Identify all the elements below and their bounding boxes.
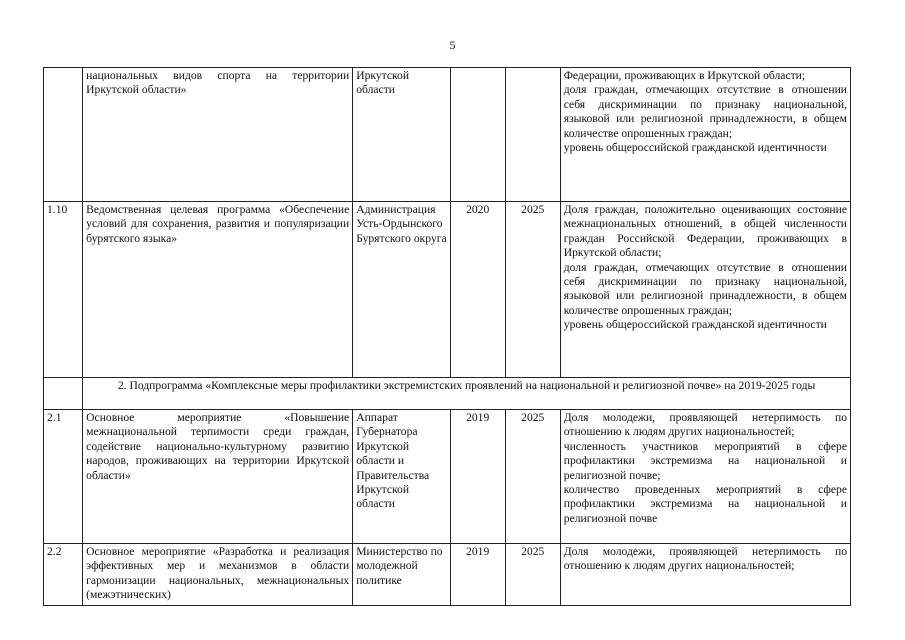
executor-cell: Аппарат Губернатора Иркутской области и Правительства Иркутской области — [353, 410, 450, 544]
table-row — [44, 68, 851, 202]
indicators-cell — [560, 410, 850, 544]
end-year-cell: 2025 — [505, 410, 560, 544]
end-year-cell: 2025 — [505, 202, 560, 378]
indicator-item: уровень общероссийской гражданской идентичности — [563, 141, 827, 155]
indicators-cell — [560, 544, 850, 606]
measure-name-cell: Основное мероприятие «Повышение межнациональной терпимости среди граждан, содействие национально-культурному развитию народов, проживающих на территории Иркутской области» — [83, 410, 353, 544]
row-number-cell: 1.10 — [44, 202, 83, 378]
indicator-item: уровень общероссийской гражданской идентичности — [563, 318, 827, 332]
subprogram-row — [44, 378, 851, 410]
indicator-item: численность участников мероприятий в сфере профилактики экстремизма на национальной и религиозной почве; — [563, 439, 847, 482]
executor-cell: Министерство по молодежной политике — [353, 544, 450, 606]
start-year-cell: 2020 — [450, 202, 505, 378]
measure-name-cell: Основное мероприятие «Разработка и реализация эффективных мер и механизмов в области гармонизации национальных, межнациональных (межэтнических) — [83, 544, 353, 606]
indicator-item: Федерации, проживающих в Иркутской области; — [563, 69, 806, 82]
measure-name-cell: национальных видов спорта на территории Иркутской области» — [83, 68, 353, 202]
indicator-item: Доля граждан, положительно оценивающих состояние межнациональных отношений, в общей численности граждан Российской Федерации, проживающих в Иркутской области; — [563, 203, 847, 260]
program-table — [43, 67, 851, 606]
start-year-cell: 2019 — [450, 544, 505, 606]
indicator-item: доля граждан, отмечающих отсутствие в отношении себя дискриминации по признаку национальной, языковой или религиозной принадлежности, в общем количестве опрошенных граждан; — [563, 260, 847, 317]
row-number-cell: 2.2 — [44, 544, 83, 606]
indicator-item: Доля молодежи, проявляющей нетерпимость по отношению к людям других национальностей; — [563, 545, 847, 573]
end-year-cell: 2025 — [505, 544, 560, 606]
indicators-cell — [560, 202, 850, 378]
table-row — [44, 410, 851, 544]
executor-cell: Иркутской области — [353, 68, 450, 202]
start-year-cell: 2019 — [450, 410, 505, 544]
indicator-item: Доля молодежи, проявляющей нетерпимость по отношению к людям других национальностей; — [563, 411, 847, 439]
table-row — [44, 202, 851, 378]
empty-cell — [44, 378, 83, 410]
executor-cell: Администрация Усть-Ордынского Бурятского округа — [353, 202, 450, 378]
indicator-item: количество проведенных мероприятий в сфере профилактики экстремизма на национальной и религиозной почве — [563, 483, 847, 525]
page-number: 5 — [449, 38, 456, 52]
subprogram-title: 2. Подпрограмма «Комплексные меры профилактики экстремистских проявлений на национальной и религиозной почве» на 2019-2025 годы — [83, 378, 851, 410]
start-year-cell — [450, 68, 505, 202]
row-number-cell — [44, 68, 83, 202]
indicator-item: доля граждан, отмечающих отсутствие в отношении себя дискриминации по признаку национальной, языковой или религиозной принадлежности, в общем количестве опрошенных граждан; — [563, 83, 847, 140]
end-year-cell — [505, 68, 560, 202]
row-number-cell: 2.1 — [44, 410, 83, 544]
measure-name-cell: Ведомственная целевая программа «Обеспечение условий для сохранения, развития и популяризации бурятского языка» — [83, 202, 353, 378]
table-row — [44, 544, 851, 606]
indicators-cell — [560, 68, 850, 202]
